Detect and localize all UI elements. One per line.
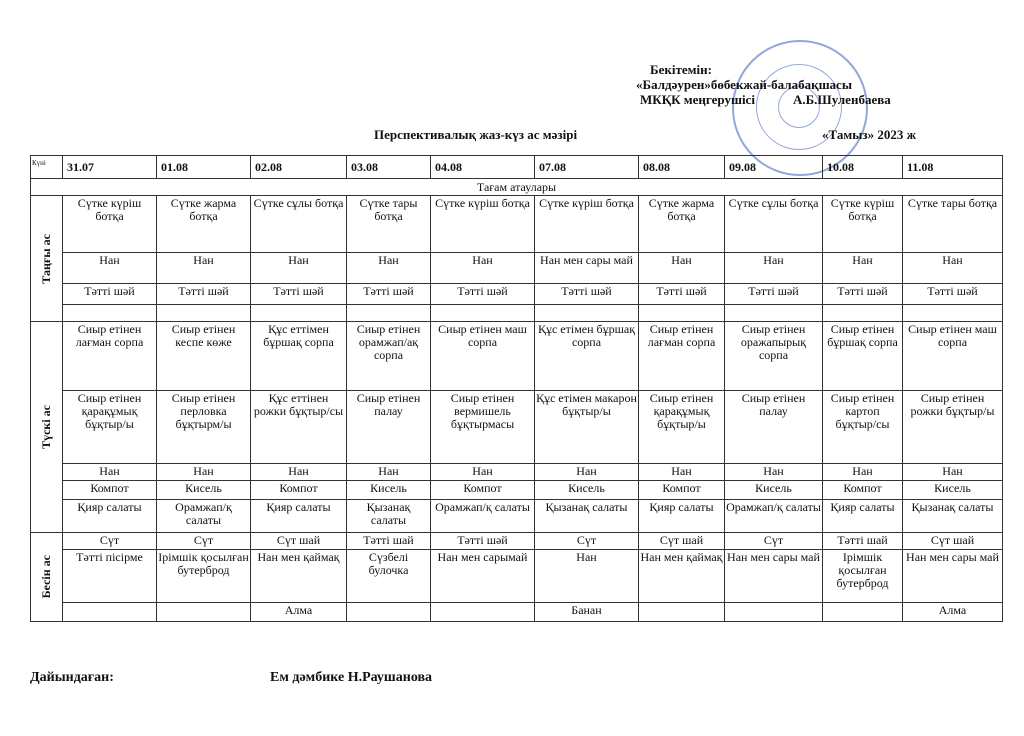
lunch-label: Түскі ас <box>39 405 53 449</box>
menu-cell: Сүтке күріш ботқа <box>535 196 639 253</box>
approval-heading: Бекітемін: <box>650 62 712 77</box>
menu-cell: Сиыр етінен бұршақ сорпа <box>823 322 903 391</box>
menu-table <box>30 155 1003 622</box>
menu-cell: Тәтті шай <box>823 533 903 550</box>
menu-cell: Нан <box>725 464 823 481</box>
menu-cell: Сүт <box>535 533 639 550</box>
snack-row <box>31 533 1003 550</box>
breakfast-row <box>31 253 1003 284</box>
menu-cell <box>725 603 823 622</box>
menu-cell: Сүтке күріш ботқа <box>431 196 535 253</box>
menu-cell: Тәтті шәй <box>903 284 1003 305</box>
menu-cell: Нан <box>535 464 639 481</box>
menu-cell: Нан <box>251 464 347 481</box>
menu-cell: Сиыр етінен вермишель бұқтырмасы <box>431 391 535 464</box>
approval-block <box>636 62 891 107</box>
menu-cell: Сүтке тары ботқа <box>347 196 431 253</box>
menu-cell: Алма <box>251 603 347 622</box>
menu-cell: Сүтке күріш ботқа <box>823 196 903 253</box>
menu-cell: Нан <box>535 550 639 603</box>
menu-cell: Нан <box>347 253 431 284</box>
date-cell: 07.08 <box>535 156 639 179</box>
breakfast-label-cell <box>31 196 63 322</box>
date-cell: 10.08 <box>823 156 903 179</box>
month-year: «Тамыз» 2023 ж <box>822 127 917 142</box>
menu-cell: Компот <box>823 481 903 500</box>
menu-cell: Нан <box>639 253 725 284</box>
menu-cell <box>431 603 535 622</box>
menu-cell <box>823 603 903 622</box>
menu-cell: Құс еттімен бұршақ сорпа <box>251 322 347 391</box>
menu-cell: Нан <box>63 253 157 284</box>
menu-cell: Сиыр етінен маш сорпа <box>903 322 1003 391</box>
menu-cell: Қияр салаты <box>639 500 725 533</box>
date-cell: 03.08 <box>347 156 431 179</box>
prepared-label: Дайындаған: <box>30 670 114 685</box>
menu-cell: Тәтті шәй <box>251 284 347 305</box>
menu-cell: Ірімшік қосылған бутерброд <box>157 550 251 603</box>
menu-cell: Сиыр етінен қарақұмық бұқтыр/ы <box>63 391 157 464</box>
menu-cell: Сиыр етінен қарақұмық бұқтыр/ы <box>639 391 725 464</box>
menu-cell: Тәтті шәй <box>639 284 725 305</box>
menu-cell: Нан <box>63 464 157 481</box>
menu-cell <box>157 603 251 622</box>
menu-cell: Сиыр етінен орамжап/ақ сорпа <box>347 322 431 391</box>
menu-cell: Сүт шай <box>639 533 725 550</box>
menu-cell: Нан <box>903 253 1003 284</box>
lunch-row <box>31 500 1003 533</box>
dish-names-header: Тағам атаулары <box>31 179 1003 196</box>
menu-cell: Сүтке жарма ботқа <box>639 196 725 253</box>
menu-cell <box>725 305 823 322</box>
menu-cell: Сүт <box>725 533 823 550</box>
date-cell: 11.08 <box>903 156 1003 179</box>
menu-cell: Құс етімен макарон бұқтыр/ы <box>535 391 639 464</box>
menu-cell: Қызанақ салаты <box>347 500 431 533</box>
menu-cell: Нан <box>157 253 251 284</box>
menu-cell <box>251 305 347 322</box>
menu-cell: Кисель <box>903 481 1003 500</box>
breakfast-row <box>31 305 1003 322</box>
names-header-row <box>31 179 1003 196</box>
approval-organization: «Балдәурен»бөбекжай-балабақшасы <box>636 77 852 92</box>
menu-cell: Тәтті пісірме <box>63 550 157 603</box>
menu-cell: Сүт <box>157 533 251 550</box>
menu-cell: Нан <box>251 253 347 284</box>
menu-cell <box>823 305 903 322</box>
menu-cell <box>639 603 725 622</box>
menu-cell: Компот <box>63 481 157 500</box>
menu-cell: Нан <box>431 253 535 284</box>
breakfast-row <box>31 284 1003 305</box>
menu-cell <box>639 305 725 322</box>
menu-cell: Қияр салаты <box>823 500 903 533</box>
lunch-row <box>31 481 1003 500</box>
prepared-by: Ем дәмбике Н.Раушанова <box>270 670 433 685</box>
date-cell: 09.08 <box>725 156 823 179</box>
menu-cell: Кисель <box>347 481 431 500</box>
approval-position-text: МКҚК меңгерушісі <box>640 92 755 107</box>
menu-cell: Ірімшік қосылған бутерброд <box>823 550 903 603</box>
menu-cell: Сиыр етінен палау <box>725 391 823 464</box>
menu-cell: Нан <box>823 464 903 481</box>
menu-cell: Сиыр етінен лағман сорпа <box>63 322 157 391</box>
approval-signer: А.Б.Шуленбаева <box>792 92 891 107</box>
menu-cell: Сиыр етінен лағман сорпа <box>639 322 725 391</box>
menu-cell: Нан <box>347 464 431 481</box>
menu-cell: Нан мен қаймақ <box>251 550 347 603</box>
menu-cell: Нан мен сары май <box>903 550 1003 603</box>
menu-cell: Тәтті шәй <box>823 284 903 305</box>
menu-cell: Нан мен сары май <box>535 253 639 284</box>
menu-cell: Сүт шай <box>903 533 1003 550</box>
menu-cell: Банан <box>535 603 639 622</box>
date-cell: 08.08 <box>639 156 725 179</box>
lunch-row <box>31 464 1003 481</box>
menu-cell <box>903 305 1003 322</box>
menu-cell: Орамжап/қ салаты <box>431 500 535 533</box>
menu-cell: Қияр салаты <box>251 500 347 533</box>
menu-cell <box>63 603 157 622</box>
menu-cell: Нан мен қаймақ <box>639 550 725 603</box>
menu-cell: Сиыр етінен рожки бұқтыр/ы <box>903 391 1003 464</box>
menu-cell <box>157 305 251 322</box>
menu-cell: Нан <box>823 253 903 284</box>
menu-cell: Компот <box>251 481 347 500</box>
snack-row <box>31 603 1003 622</box>
menu-cell: Құс етімен бұршақ сорпа <box>535 322 639 391</box>
menu-cell: Сиыр етінен перловка бұқтырм/ы <box>157 391 251 464</box>
menu-cell: Нан <box>903 464 1003 481</box>
menu-cell: Сүтке сұлы ботқа <box>251 196 347 253</box>
date-cell: 02.08 <box>251 156 347 179</box>
menu-cell <box>63 305 157 322</box>
menu-cell: Сүтке күріш ботқа <box>63 196 157 253</box>
menu-cell: Қызанақ салаты <box>535 500 639 533</box>
lunch-row <box>31 391 1003 464</box>
menu-cell: Кисель <box>535 481 639 500</box>
menu-cell: Тәтті шай <box>347 533 431 550</box>
menu-cell: Сүтке жарма ботқа <box>157 196 251 253</box>
menu-cell: Сүт <box>63 533 157 550</box>
snack-label-cell <box>31 533 63 622</box>
page-title: Перспективалық жаз-күз ас мәзірі <box>374 127 578 142</box>
menu-cell: Тәтті шәй <box>157 284 251 305</box>
menu-cell: Компот <box>431 481 535 500</box>
corner-label: Күні <box>31 156 63 179</box>
date-cell: 31.07 <box>63 156 157 179</box>
date-header-row <box>31 156 1003 179</box>
menu-cell: Тәтті шәй <box>63 284 157 305</box>
menu-cell <box>347 603 431 622</box>
menu-cell: Сиыр етінен оражапырық сорпа <box>725 322 823 391</box>
menu-cell: Сиыр етінен кеспе көже <box>157 322 251 391</box>
menu-cell: Сүтке тары ботқа <box>903 196 1003 253</box>
menu-cell: Құс еттінен рожки бұқтыр/сы <box>251 391 347 464</box>
menu-cell: Тәтті шәй <box>431 284 535 305</box>
menu-cell: Сиыр етінен палау <box>347 391 431 464</box>
menu-cell: Тәтті шәй <box>535 284 639 305</box>
menu-cell: Қызанақ салаты <box>903 500 1003 533</box>
menu-cell: Тәтті шәй <box>347 284 431 305</box>
menu-cell: Нан мен сары май <box>725 550 823 603</box>
menu-cell: Компот <box>639 481 725 500</box>
menu-cell: Сиыр етінен картоп бұқтыр/сы <box>823 391 903 464</box>
snack-label: Бесін ас <box>39 555 53 599</box>
menu-cell: Нан <box>725 253 823 284</box>
menu-cell: Қияр салаты <box>63 500 157 533</box>
menu-cell: Сиыр етінен маш сорпа <box>431 322 535 391</box>
menu-cell: Кисель <box>725 481 823 500</box>
menu-cell: Сүт шай <box>251 533 347 550</box>
menu-cell <box>431 305 535 322</box>
menu-cell <box>347 305 431 322</box>
date-cell: 01.08 <box>157 156 251 179</box>
date-cell: 04.08 <box>431 156 535 179</box>
menu-cell <box>535 305 639 322</box>
approval-position <box>636 92 891 107</box>
breakfast-label: Таңғы ас <box>39 233 53 284</box>
menu-cell: Алма <box>903 603 1003 622</box>
menu-cell: Тәтті шәй <box>725 284 823 305</box>
menu-cell: Орамжап/қ салаты <box>157 500 251 533</box>
menu-cell: Нан <box>157 464 251 481</box>
menu-cell: Кисель <box>157 481 251 500</box>
menu-cell: Нан <box>431 464 535 481</box>
menu-cell: Нан <box>639 464 725 481</box>
lunch-label-cell <box>31 322 63 533</box>
menu-cell: Орамжап/қ салаты <box>725 500 823 533</box>
footer <box>30 670 433 686</box>
menu-cell: Сүтке сұлы ботқа <box>725 196 823 253</box>
breakfast-row <box>31 196 1003 253</box>
menu-cell: Тәтті шәй <box>431 533 535 550</box>
menu-cell: Сүзбелі булочка <box>347 550 431 603</box>
menu-cell: Нан мен сарымай <box>431 550 535 603</box>
lunch-row <box>31 322 1003 391</box>
snack-row <box>31 550 1003 603</box>
